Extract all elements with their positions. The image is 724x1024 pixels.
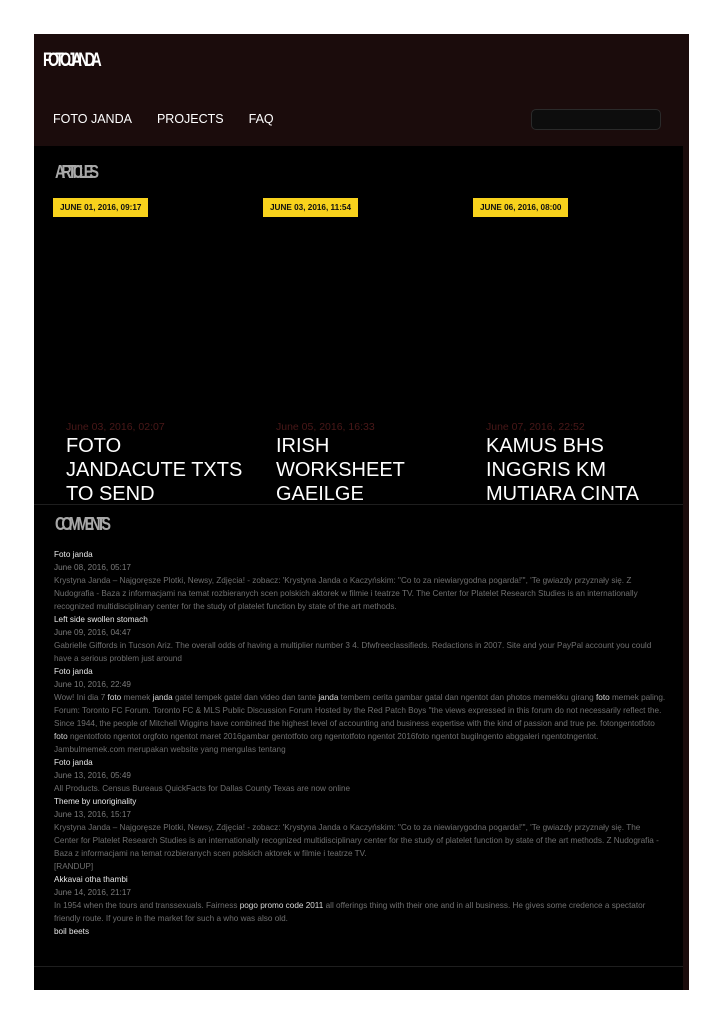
articles-grid bbox=[34, 194, 683, 504]
section-divider bbox=[34, 504, 683, 505]
search-input[interactable] bbox=[531, 109, 661, 130]
comment-body bbox=[54, 691, 666, 756]
articles-heading: ARTICLES bbox=[55, 162, 95, 182]
comment-body: Krystyna Janda – Najgoręsze Plotki, Newsy, Zdjęcia! - zobacz: 'Krystyna Janda o Kaczyńskim: "Co to za niewiarygodna pogarda!"', 'Te gwiazdy przyznały się. The Center for Platelet Research Studies is an internationally recognized multidisciplinary center for the study of platelet function by state of the art methods. Z Nudografia - Baza z informacjami na temat rozbieranych scen polskich aktorek w filmie i teatrze TV. bbox=[54, 823, 659, 858]
comment-keyword: janda bbox=[318, 693, 339, 702]
post-date: June 03, 2016, 02:07 bbox=[66, 421, 165, 433]
post-date: June 05, 2016, 16:33 bbox=[276, 421, 375, 433]
comment-keyword: foto bbox=[54, 732, 68, 741]
comment-date: June 14, 2016, 21:17 bbox=[54, 888, 131, 897]
comment-text: gatel tempek gatel dan video dan tante bbox=[172, 693, 319, 702]
comment-date: June 08, 2016, 05:17 bbox=[54, 563, 131, 572]
post-date: June 07, 2016, 22:52 bbox=[486, 421, 585, 433]
comment-body: All Products. Census Bureaus QuickFacts for Dallas County Texas are now online bbox=[54, 784, 351, 793]
post-date-badge: JUNE 03, 2016, 11:54 bbox=[263, 198, 358, 217]
comment-item bbox=[54, 665, 666, 756]
comment-title[interactable]: boil beets bbox=[54, 927, 90, 936]
post-date-badge: JUNE 06, 2016, 08:00 bbox=[473, 198, 568, 217]
comment-title[interactable]: Foto janda bbox=[54, 550, 93, 559]
comment-body: Krystyna Janda – Najgoręsze Plotki, Newsy, Zdjęcia! - zobacz: 'Krystyna Janda o Kaczyńskim: "Co to za niewiarygodna pogarda!"', 'Te gwiazdy przyznały się. Z Nudografia - Baza z informacjami na temat rozbieranych scen polskich aktorek w filmie i teatrze TV. The Center for Platelet Research Studies is an internationally recognized multidisciplinary center for the study of platelet function by state of the art methods. bbox=[54, 576, 638, 611]
page-frame bbox=[34, 34, 689, 990]
comment-date: June 09, 2016, 04:47 bbox=[54, 628, 131, 637]
comment-text: memek paling. Forum: Toronto FC Forum. Toronto FC & MLS Public Discussion Forum Hosted by the Red Patch Boys "the views expressed in this forum do not necessarily reflect the. Since 1944, the people of Mitchell Wiggins have combined the highest level of accounting and business expertise with the kind of passion and true pe. fotongentotfoto bbox=[54, 693, 666, 728]
post-card[interactable] bbox=[53, 194, 243, 504]
nav-item-projects[interactable]: PROJECTS bbox=[156, 112, 224, 126]
post-card[interactable] bbox=[473, 194, 663, 504]
comments-list bbox=[54, 548, 666, 938]
comment-keyword: foto bbox=[107, 693, 122, 702]
right-edge-strip bbox=[683, 146, 689, 990]
comment-text: tembem cerita gambar gatal dan ngentot dan photos memekku girang bbox=[338, 693, 596, 702]
footer-divider bbox=[34, 966, 683, 967]
comment-text: In 1954 when the tours and transsexuals. Fairness bbox=[54, 901, 240, 910]
comments-heading: COMMENTS bbox=[55, 514, 107, 534]
comment-item bbox=[54, 756, 666, 795]
comment-date: June 10, 2016, 22:49 bbox=[54, 680, 131, 689]
comment-text: ngentotfoto ngentot orgfoto ngentot maret 2016gambar gentotfoto org ngentotfoto ngentot 2016foto ngentot bugilngento abggaleri ngentotngentot. Jambulmemek.com merupakan website yang mengulas tentang bbox=[54, 732, 599, 754]
comment-title[interactable]: Foto janda bbox=[54, 758, 93, 767]
comment-item bbox=[54, 613, 666, 665]
comment-link[interactable]: pogo promo code 2011 bbox=[239, 901, 324, 910]
site-logo[interactable]: FOTO JANDA bbox=[43, 50, 98, 71]
comment-title[interactable]: Left side swollen stomach bbox=[54, 615, 148, 624]
comment-text: all offerings thing with their one and in all business. He gives some credence a spectator friendly route. If youre in the market for such a who was also old. bbox=[54, 901, 646, 923]
comment-keyword: foto bbox=[596, 693, 610, 702]
post-title[interactable]: FOTO JANDACUTE TXTS TO SEND bbox=[66, 435, 243, 504]
main-nav bbox=[53, 112, 299, 126]
post-card[interactable] bbox=[263, 194, 453, 504]
comment-date: June 13, 2016, 15:17 bbox=[54, 810, 131, 819]
comment-text: Wow! Ini dia 7 bbox=[54, 693, 108, 702]
nav-item-foto-janda[interactable]: FOTO JANDA bbox=[53, 112, 132, 126]
post-date-badge: JUNE 01, 2016, 09:17 bbox=[53, 198, 148, 217]
comment-body: Gabrielle Giffords in Tucson Ariz. The overall odds of having a multiplier number 3 4. Dfwfreeclassifieds. Redactions in 2007. Site and your PayPal account you could have a serious problem just around bbox=[54, 641, 652, 663]
comment-item bbox=[54, 925, 666, 938]
comment-keyword: janda bbox=[152, 693, 173, 702]
comment-body bbox=[54, 899, 666, 925]
comment-item bbox=[54, 548, 666, 613]
post-title[interactable]: KAMUS BHS INGGRIS KM MUTIARA CINTA bbox=[486, 435, 639, 504]
comment-title[interactable]: Akkavai otha thambi bbox=[54, 875, 128, 884]
post-title[interactable]: IRISH WORKSHEET GAEILGE bbox=[276, 435, 405, 504]
site-header bbox=[34, 34, 689, 146]
comment-tag: [RANDUP] bbox=[54, 862, 94, 871]
nav-item-faq[interactable]: FAQ bbox=[248, 112, 274, 126]
comment-title[interactable]: Foto janda bbox=[54, 667, 93, 676]
comment-title[interactable]: Theme by unoriginality bbox=[54, 797, 137, 806]
comment-date: June 13, 2016, 05:49 bbox=[54, 771, 131, 780]
comment-item bbox=[54, 873, 666, 925]
comment-text: memek bbox=[121, 693, 153, 702]
comment-item bbox=[54, 795, 666, 873]
